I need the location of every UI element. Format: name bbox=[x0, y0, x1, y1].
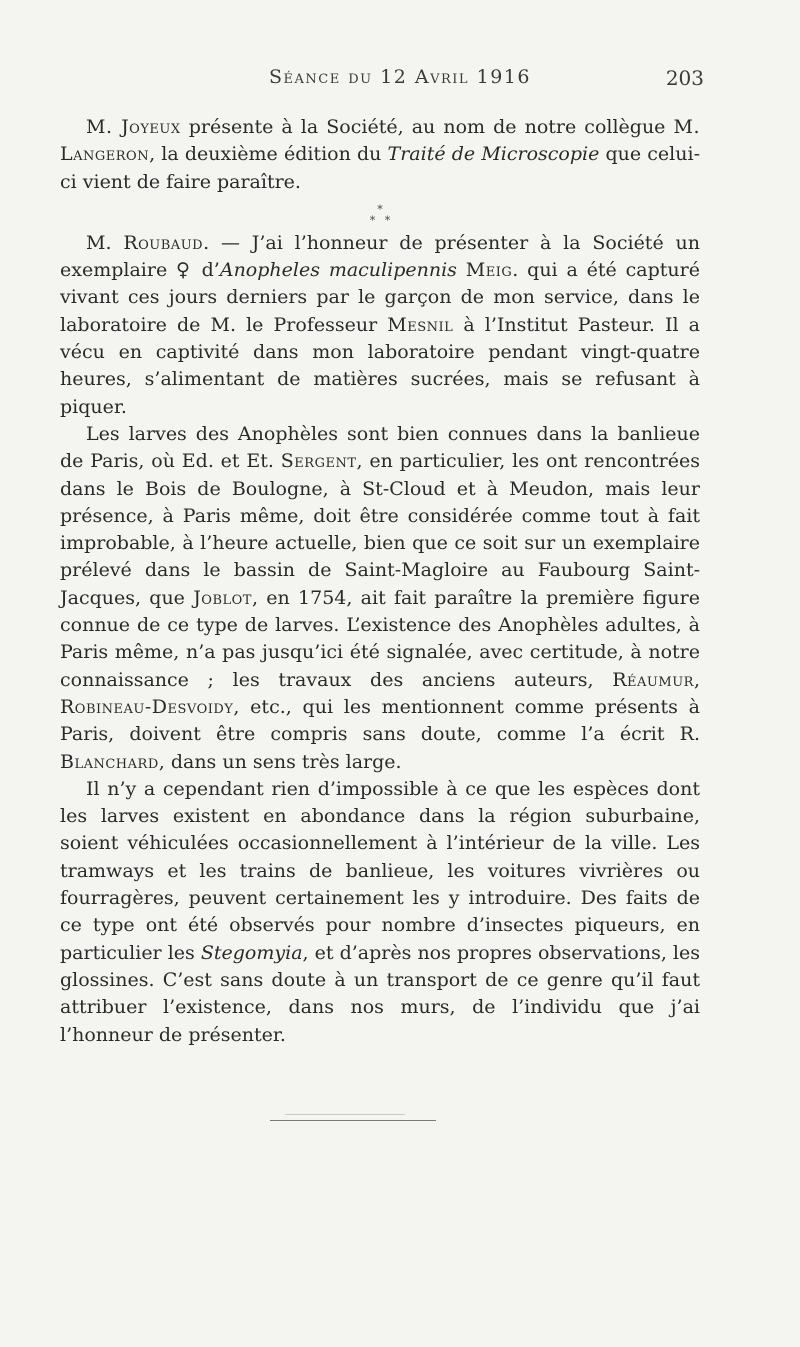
author-name: Sergent bbox=[280, 450, 357, 473]
paragraph-transport bbox=[60, 776, 700, 1049]
text-run: . qui a été capturé vivant ces jours derniers par le garçon de mon service, dans le laboratoire de M. le Professeur bbox=[60, 259, 700, 336]
article-body bbox=[60, 114, 700, 1049]
text-run: M. bbox=[86, 231, 124, 254]
text-run: , en particulier, les ont rencontrées dans le Bois de Boulogne, à St-Cloud et à Meudon, mais leur présence, à Paris même, doit être considérée comme tout à fait improbable, à l’heure actuelle, bien que ce soit sur un exemplaire prélevé dans le bassin de Saint-Magloire au Faubourg Saint-Jacques, que bbox=[60, 450, 700, 609]
paragraph-roubaud bbox=[60, 230, 700, 421]
text-run: , et d’après nos propres observations, les glossines. C’est sans doute à un transport de ce genre qu’il faut attribuer l’existence, dans nos murs, de l’individu que j’ai l’honneur de présenter. bbox=[60, 941, 701, 1046]
asterism-bottom: * * bbox=[369, 213, 391, 227]
author-name: M. Joyeux bbox=[86, 116, 181, 138]
book-title: Traité de Microscopie bbox=[387, 143, 600, 166]
page-number: 203 bbox=[665, 66, 704, 90]
author-name: Joblot bbox=[193, 586, 252, 609]
text-run: . — J’ai l’honneur de présenter à la Société un exemplaire ♀ d’ bbox=[60, 231, 700, 282]
text-run: , dans un sens très large. bbox=[158, 750, 402, 773]
author-name: Robineau-Desvoidy bbox=[60, 695, 234, 718]
author-name: Réaumur bbox=[612, 668, 694, 691]
author-name: Mesnil bbox=[387, 313, 454, 336]
author-name: Blanchard bbox=[60, 750, 159, 773]
text-run: , bbox=[693, 668, 700, 691]
text-run: que celui-ci vient de faire paraître. bbox=[60, 143, 700, 193]
running-header bbox=[0, 66, 800, 96]
text-run bbox=[457, 259, 466, 281]
text-run: , la deuxième édition du bbox=[149, 143, 388, 166]
author-name: Roubaud bbox=[123, 231, 204, 254]
paragraph-larves bbox=[60, 421, 700, 776]
text-run: , etc., qui les mentionnent comme présents à Paris, doivent être compris sans doute, comme l’a écrit R. bbox=[60, 695, 700, 746]
species-name: Anopheles maculipennis bbox=[219, 259, 457, 282]
author-name: M. Langeron bbox=[60, 116, 700, 166]
taxon-author: Meig bbox=[465, 259, 513, 282]
genus-name: Stegomyia bbox=[200, 941, 303, 964]
end-rule bbox=[270, 1120, 436, 1121]
asterism-separator bbox=[60, 204, 700, 226]
paragraph-joyeux bbox=[60, 114, 700, 196]
faint-rule bbox=[285, 1114, 405, 1115]
asterism-top: * bbox=[377, 202, 383, 216]
text-run: Les larves des Anophèles sont bien connues dans la banlieue de Paris, où Ed. et Et. bbox=[60, 422, 700, 473]
text-run: Il n’y a cependant rien d’impossible à ce que les espèces dont les larves existent en abondance dans la région suburbaine, soient véhiculées occasionnellement à l’intérieur de la ville. Les tramways et les trains de banlieue, les voitures vivrières ou fourragères, peuvent certainement les y introduire. Des faits de ce type ont été observés pour nombre d’insectes piqueurs, en particulier les bbox=[60, 777, 700, 964]
text-run: , en 1754, ait fait paraître la première figure connue de ce type de larves. L’existence des Anophèles adultes, à Paris même, n’a pas jusqu’ici été signalée, avec certitude, à notre connaissance ; les travaux des anciens auteurs, bbox=[60, 586, 700, 691]
text-run: présente à la Société, au nom de notre collègue bbox=[180, 116, 674, 138]
text-run: à l’Institut Pasteur. Il a vécu en captivité dans mon laboratoire pendant vingt-quatre heures, s’alimentant de matières sucrées, mais se refusant à piquer. bbox=[60, 313, 700, 418]
running-title: Séance du 12 Avril 1916 bbox=[269, 66, 531, 88]
